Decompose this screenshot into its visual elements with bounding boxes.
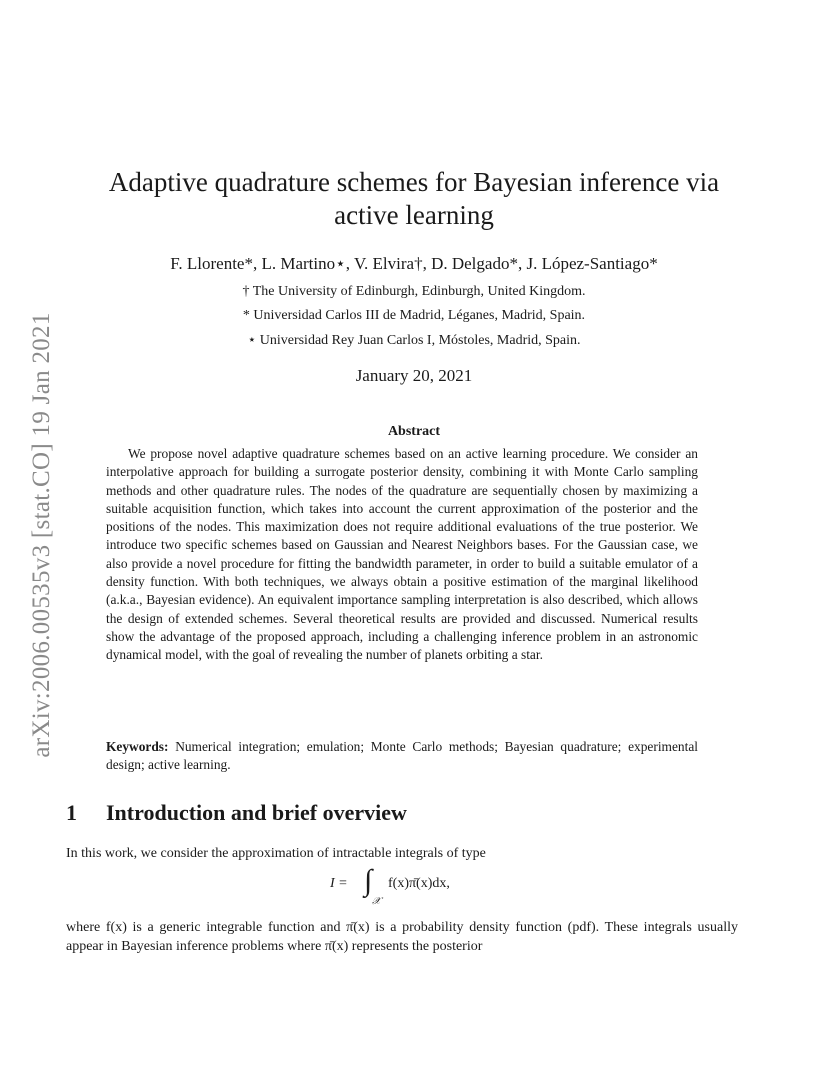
keywords-text: Numerical integration; emulation; Monte Carlo methods; Bayesian quadrature; experimental design; active learning. (106, 739, 698, 773)
author-list: F. Llorente*, L. Martino⋆, V. Elvira†, D. Delgado*, J. López-Santiago* (170, 254, 658, 273)
affiliation-carlos-iii: * Universidad Carlos III de Madrid, Léganes, Madrid, Spain. (242, 308, 586, 323)
equation-lhs: I = (330, 876, 348, 891)
integral-sign: ∫ (364, 864, 373, 897)
keywords-block (106, 738, 698, 775)
equation-rhs: f(x)π̄(x)dx, (388, 876, 450, 891)
paper-title (70, 166, 758, 232)
abstract-heading: Abstract (387, 424, 441, 439)
affiliation-rey-juan-carlos: ⋆ Universidad Rey Juan Carlos I, Móstoles, Madrid, Spain. (247, 333, 581, 348)
integral-domain: 𝒳 (372, 896, 381, 907)
section-title: Introduction and brief overview (106, 800, 407, 825)
paper-title-line-1: Adaptive quadrature schemes for Bayesian inference via (108, 167, 720, 197)
section-heading (66, 800, 407, 826)
keywords-label: Keywords: (106, 739, 169, 754)
affiliation-edinburgh: † The University of Edinburgh, Edinburgh, United Kingdom. (242, 284, 586, 299)
arxiv-identifier-text: arXiv:2006.00535v3 [stat.CO] 19 Jan 2021 (28, 312, 55, 758)
abstract-text: We propose novel adaptive quadrature schemes based on an active learning procedure. We consider an interpolative approach for building a surrogate posterior density, combining it with Monte Carlo sampling methods and other quadrature rules. The nodes of the quadrature are sequentially chosen by maximizing a suitable acquisition function, which takes into account the current approximation of the posterior and the positions of the nodes. This maximization does not require additional evaluations of the true posterior. We introduce two specific schemes based on Gaussian and Nearest Neighbors bases. For the Gaussian case, we also provide a novel procedure for fitting the bandwidth parameter, in order to build a suitable emulator of a density function. With both techniques, we always obtain a positive estimation of the marginal likelihood (a.k.a., Bayesian evidence). An equivalent importance sampling interpretation is also described, which allows the design of extended schemes. Several theoretical results are provided and discussed. Numerical results show the advantage of the proposed approach, including a challenging inference problem in an astronomic dynamical model, with the goal of revealing the number of planets orbiting a star. (106, 446, 698, 663)
publication-date: January 20, 2021 (355, 366, 473, 385)
section-number: 1 (66, 800, 77, 825)
paper-title-line-2: active learning (334, 200, 494, 230)
arxiv-identifier-stamp (22, 290, 62, 780)
intro-sentence: In this work, we consider the approximation of intractable integrals of type (66, 846, 486, 861)
intro-paragraph: where f(x) is a generic integrable function and π̄(x) is a probability density function (pdf). These integrals usually appear in Bayesian inference problems where π̄(x) represents the posterior (66, 920, 738, 954)
